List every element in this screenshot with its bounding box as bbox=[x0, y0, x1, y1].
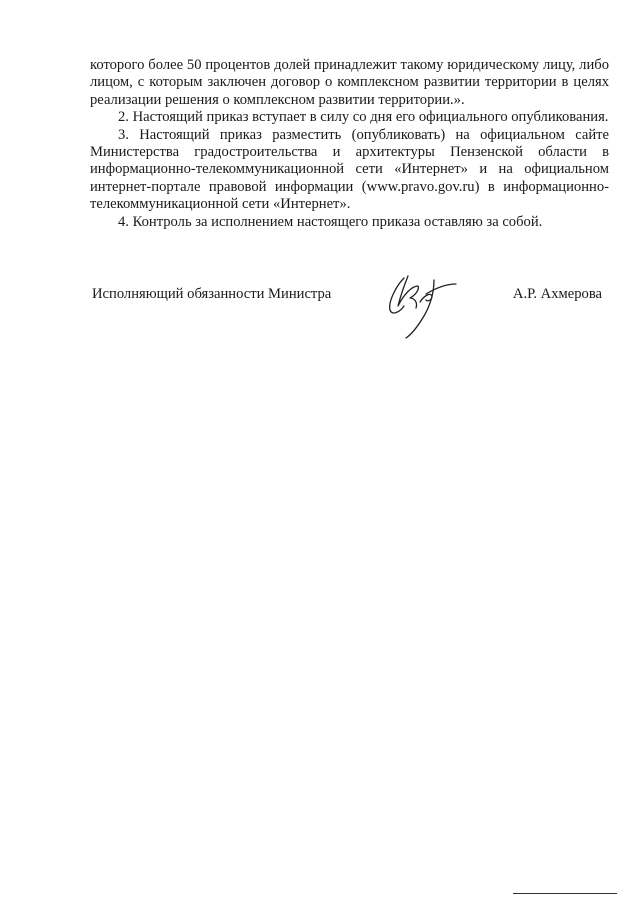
signatory-name: А.Р. Ахмерова bbox=[512, 286, 602, 302]
signatory-position: Исполняющий обязанности Министра bbox=[92, 286, 332, 302]
footer-divider bbox=[513, 893, 617, 894]
paragraph-2: 2. Настоящий приказ вступает в силу со дня его официального опубликования. bbox=[118, 109, 609, 126]
handwritten-signature-icon bbox=[374, 272, 464, 342]
paragraph-continuation: которого более 50 процентов долей принадлежит такому юридическому лицу, либо лицом, с которым заключен договор о комплексном развитии территории в целях реализации решения о комплексном развитии территории.». bbox=[90, 57, 609, 108]
paragraph-4: 4. Контроль за исполнением настоящего приказа оставляю за собой. bbox=[118, 213, 543, 230]
signature-block bbox=[92, 272, 612, 342]
paragraph-3: 3. Настоящий приказ разместить (опубликовать) на официальном сайте Министерства градостроительства и архитектуры Пензенской области в информационно-телекоммуникационной сети «Интернет» и на официальном интернет-портале правовой информации (www.pravo.gov.ru) в информационно-телекоммуникационной сети «Интернет». bbox=[90, 126, 609, 213]
document-body bbox=[90, 57, 609, 231]
